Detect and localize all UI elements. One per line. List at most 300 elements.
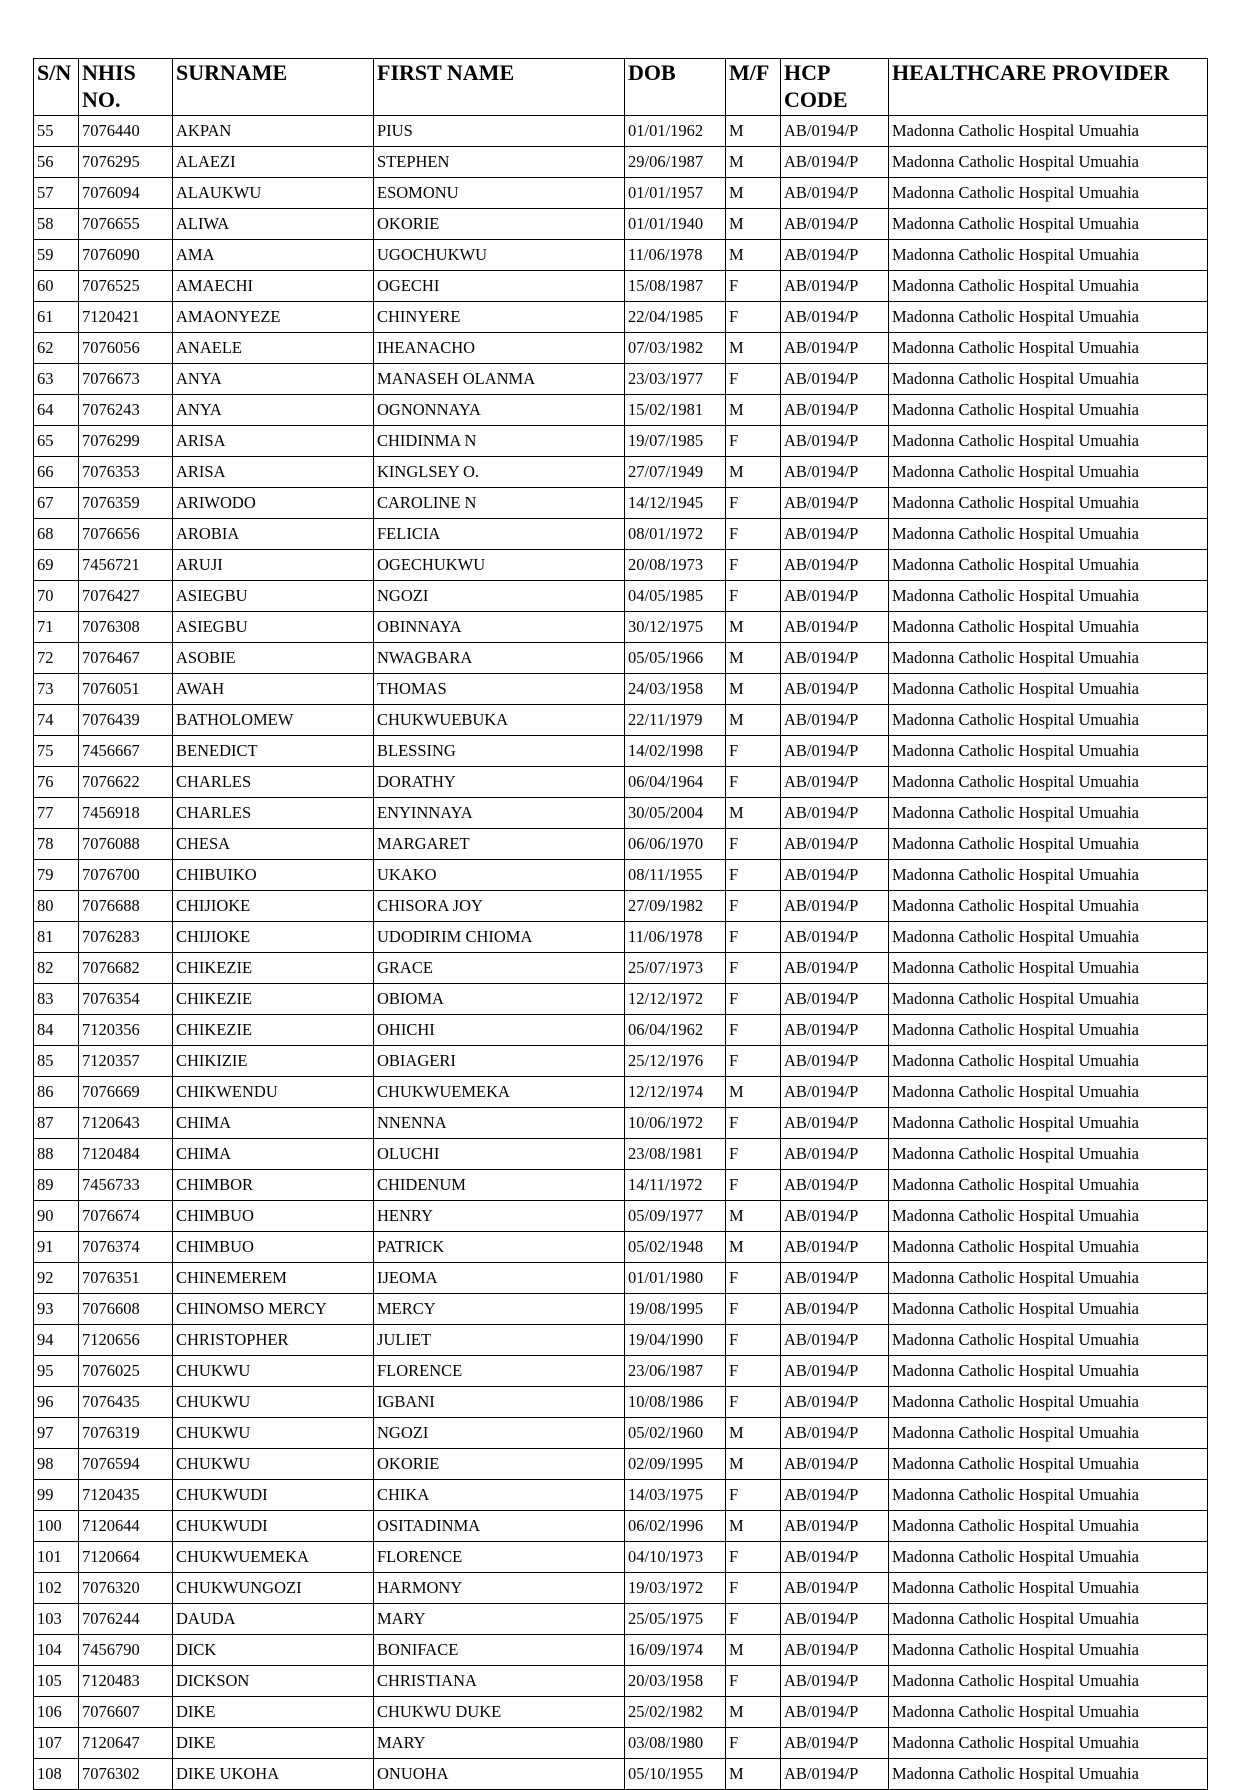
surname-cell: ARISA [173, 426, 374, 457]
table-row [34, 178, 1208, 209]
table-row [34, 612, 1208, 643]
healthcare-provider-cell: Madonna Catholic Hospital Umuahia [889, 1728, 1208, 1759]
first-name-cell: KINGLSEY O. [374, 457, 625, 488]
healthcare-provider-cell: Madonna Catholic Hospital Umuahia [889, 581, 1208, 612]
sex-cell: F [726, 1573, 781, 1604]
sex-cell: M [726, 1449, 781, 1480]
surname-cell: CHIMBUO [173, 1232, 374, 1263]
dob-cell: 04/05/1985 [625, 581, 726, 612]
first-name-cell: CHIKA [374, 1480, 625, 1511]
sex-cell: M [726, 1759, 781, 1790]
table-row [34, 891, 1208, 922]
surname-cell: AKPAN [173, 116, 374, 147]
first-name-cell: OGECHUKWU [374, 550, 625, 581]
healthcare-provider-cell: Madonna Catholic Hospital Umuahia [889, 860, 1208, 891]
surname-cell: DIKE UKOHA [173, 1759, 374, 1790]
healthcare-provider-cell: Madonna Catholic Hospital Umuahia [889, 829, 1208, 860]
first-name-cell: UDODIRIM CHIOMA [374, 922, 625, 953]
first-name-cell: OKORIE [374, 1449, 625, 1480]
first-name-cell: CHUKWUEMEKA [374, 1077, 625, 1108]
table-row [34, 1325, 1208, 1356]
hcp-code-cell: AB/0194/P [781, 1356, 889, 1387]
healthcare-provider-cell: Madonna Catholic Hospital Umuahia [889, 1356, 1208, 1387]
hcp-code-cell: AB/0194/P [781, 302, 889, 333]
hcp-code-cell: AB/0194/P [781, 984, 889, 1015]
healthcare-provider-cell: Madonna Catholic Hospital Umuahia [889, 426, 1208, 457]
surname-cell: AMAECHI [173, 271, 374, 302]
sn-cell: 59 [34, 240, 79, 271]
healthcare-provider-cell: Madonna Catholic Hospital Umuahia [889, 1201, 1208, 1232]
hcp-code-cell: AB/0194/P [781, 426, 889, 457]
table-row [34, 395, 1208, 426]
sn-cell: 70 [34, 581, 79, 612]
healthcare-provider-cell: Madonna Catholic Hospital Umuahia [889, 395, 1208, 426]
table-row [34, 519, 1208, 550]
dob-cell: 19/07/1985 [625, 426, 726, 457]
first-name-cell: THOMAS [374, 674, 625, 705]
table-row [34, 1418, 1208, 1449]
healthcare-provider-cell: Madonna Catholic Hospital Umuahia [889, 1232, 1208, 1263]
healthcare-provider-cell: Madonna Catholic Hospital Umuahia [889, 1759, 1208, 1790]
nhis-no-cell: 7076295 [79, 147, 173, 178]
healthcare-provider-cell: Madonna Catholic Hospital Umuahia [889, 1604, 1208, 1635]
sn-cell: 75 [34, 736, 79, 767]
surname-cell: CHUKWUDI [173, 1511, 374, 1542]
dob-cell: 25/05/1975 [625, 1604, 726, 1635]
dob-cell: 23/06/1987 [625, 1356, 726, 1387]
sn-cell: 61 [34, 302, 79, 333]
sn-cell: 76 [34, 767, 79, 798]
sn-cell: 98 [34, 1449, 79, 1480]
sex-cell: F [726, 953, 781, 984]
sex-cell: F [726, 1387, 781, 1418]
sn-cell: 107 [34, 1728, 79, 1759]
hcp-code-cell: AB/0194/P [781, 1325, 889, 1356]
sn-cell: 69 [34, 550, 79, 581]
sex-cell: F [726, 1263, 781, 1294]
surname-cell: CHUKWU [173, 1387, 374, 1418]
healthcare-provider-cell: Madonna Catholic Hospital Umuahia [889, 612, 1208, 643]
first-name-cell: MERCY [374, 1294, 625, 1325]
sex-cell: F [726, 1108, 781, 1139]
header-hcp-code: HCP CODE [781, 59, 889, 116]
surname-cell: DICKSON [173, 1666, 374, 1697]
healthcare-provider-cell: Madonna Catholic Hospital Umuahia [889, 705, 1208, 736]
hcp-code-cell: AB/0194/P [781, 333, 889, 364]
hcp-code-cell: AB/0194/P [781, 1542, 889, 1573]
dob-cell: 07/03/1982 [625, 333, 726, 364]
healthcare-provider-cell: Madonna Catholic Hospital Umuahia [889, 1263, 1208, 1294]
hcp-code-cell: AB/0194/P [781, 147, 889, 178]
sex-cell: F [726, 550, 781, 581]
sex-cell: F [726, 1294, 781, 1325]
first-name-cell: OBINNAYA [374, 612, 625, 643]
first-name-cell: CHIDINMA N [374, 426, 625, 457]
sex-cell: M [726, 1511, 781, 1542]
hcp-code-cell: AB/0194/P [781, 612, 889, 643]
dob-cell: 05/05/1966 [625, 643, 726, 674]
dob-cell: 23/03/1977 [625, 364, 726, 395]
hcp-code-cell: AB/0194/P [781, 1728, 889, 1759]
first-name-cell: CHUKWUEBUKA [374, 705, 625, 736]
surname-cell: ANYA [173, 364, 374, 395]
healthcare-provider-cell: Madonna Catholic Hospital Umuahia [889, 488, 1208, 519]
dob-cell: 03/08/1980 [625, 1728, 726, 1759]
table-row [34, 705, 1208, 736]
hcp-code-cell: AB/0194/P [781, 550, 889, 581]
dob-cell: 01/01/1962 [625, 116, 726, 147]
sex-cell: F [726, 1666, 781, 1697]
table-row [34, 1573, 1208, 1604]
sex-cell: M [726, 1635, 781, 1666]
dob-cell: 19/04/1990 [625, 1325, 726, 1356]
table-row [34, 271, 1208, 302]
nhis-no-cell: 7076094 [79, 178, 173, 209]
dob-cell: 16/09/1974 [625, 1635, 726, 1666]
sn-cell: 96 [34, 1387, 79, 1418]
dob-cell: 06/04/1964 [625, 767, 726, 798]
sex-cell: F [726, 891, 781, 922]
dob-cell: 11/06/1978 [625, 922, 726, 953]
sex-cell: F [726, 302, 781, 333]
dob-cell: 20/03/1958 [625, 1666, 726, 1697]
table-row [34, 364, 1208, 395]
table-row [34, 1480, 1208, 1511]
dob-cell: 05/02/1960 [625, 1418, 726, 1449]
sn-cell: 101 [34, 1542, 79, 1573]
healthcare-provider-cell: Madonna Catholic Hospital Umuahia [889, 457, 1208, 488]
first-name-cell: FELICIA [374, 519, 625, 550]
nhis-no-cell: 7076320 [79, 1573, 173, 1604]
table-row [34, 643, 1208, 674]
dob-cell: 25/12/1976 [625, 1046, 726, 1077]
sn-cell: 73 [34, 674, 79, 705]
first-name-cell: STEPHEN [374, 147, 625, 178]
dob-cell: 14/02/1998 [625, 736, 726, 767]
first-name-cell: NGOZI [374, 581, 625, 612]
hcp-code-cell: AB/0194/P [781, 1077, 889, 1108]
table-row [34, 1015, 1208, 1046]
first-name-cell: OHICHI [374, 1015, 625, 1046]
hcp-code-cell: AB/0194/P [781, 1232, 889, 1263]
healthcare-provider-cell: Madonna Catholic Hospital Umuahia [889, 1387, 1208, 1418]
nhis-no-cell: 7076354 [79, 984, 173, 1015]
nhis-no-cell: 7076674 [79, 1201, 173, 1232]
sn-cell: 85 [34, 1046, 79, 1077]
first-name-cell: BLESSING [374, 736, 625, 767]
sex-cell: M [726, 333, 781, 364]
dob-cell: 06/02/1996 [625, 1511, 726, 1542]
first-name-cell: MANASEH OLANMA [374, 364, 625, 395]
surname-cell: CHUKWU [173, 1418, 374, 1449]
nhis-no-cell: 7456721 [79, 550, 173, 581]
healthcare-provider-cell: Madonna Catholic Hospital Umuahia [889, 116, 1208, 147]
table-row [34, 240, 1208, 271]
surname-cell: ASOBIE [173, 643, 374, 674]
hcp-code-cell: AB/0194/P [781, 736, 889, 767]
sn-cell: 84 [34, 1015, 79, 1046]
first-name-cell: FLORENCE [374, 1542, 625, 1573]
healthcare-provider-cell: Madonna Catholic Hospital Umuahia [889, 519, 1208, 550]
nhis-no-cell: 7076090 [79, 240, 173, 271]
hcp-code-cell: AB/0194/P [781, 860, 889, 891]
hcp-code-cell: AB/0194/P [781, 767, 889, 798]
table-row [34, 922, 1208, 953]
surname-cell: DIKE [173, 1728, 374, 1759]
header-surname: SURNAME [173, 59, 374, 116]
hcp-code-cell: AB/0194/P [781, 891, 889, 922]
sn-cell: 58 [34, 209, 79, 240]
dob-cell: 20/08/1973 [625, 550, 726, 581]
sn-cell: 93 [34, 1294, 79, 1325]
table-row [34, 1697, 1208, 1728]
nhis-no-cell: 7076700 [79, 860, 173, 891]
nhis-no-cell: 7456667 [79, 736, 173, 767]
header-healthcare-provider: HEALTHCARE PROVIDER [889, 59, 1208, 116]
surname-cell: CHIMA [173, 1108, 374, 1139]
dob-cell: 24/03/1958 [625, 674, 726, 705]
sex-cell: M [726, 1077, 781, 1108]
hcp-code-cell: AB/0194/P [781, 364, 889, 395]
healthcare-provider-cell: Madonna Catholic Hospital Umuahia [889, 891, 1208, 922]
dob-cell: 02/09/1995 [625, 1449, 726, 1480]
first-name-cell: BONIFACE [374, 1635, 625, 1666]
healthcare-provider-cell: Madonna Catholic Hospital Umuahia [889, 1666, 1208, 1697]
nhis-no-cell: 7076607 [79, 1697, 173, 1728]
table-row [34, 333, 1208, 364]
sex-cell: F [726, 488, 781, 519]
hcp-code-cell: AB/0194/P [781, 457, 889, 488]
table-row [34, 860, 1208, 891]
nhis-no-cell: 7076302 [79, 1759, 173, 1790]
table-row [34, 1232, 1208, 1263]
dob-cell: 05/02/1948 [625, 1232, 726, 1263]
healthcare-provider-cell: Madonna Catholic Hospital Umuahia [889, 1418, 1208, 1449]
hcp-code-cell: AB/0194/P [781, 488, 889, 519]
first-name-cell: HENRY [374, 1201, 625, 1232]
first-name-cell: PATRICK [374, 1232, 625, 1263]
first-name-cell: GRACE [374, 953, 625, 984]
hcp-code-cell: AB/0194/P [781, 395, 889, 426]
hcp-code-cell: AB/0194/P [781, 1015, 889, 1046]
healthcare-provider-cell: Madonna Catholic Hospital Umuahia [889, 364, 1208, 395]
hcp-code-cell: AB/0194/P [781, 271, 889, 302]
first-name-cell: CHUKWU DUKE [374, 1697, 625, 1728]
surname-cell: ALIWA [173, 209, 374, 240]
first-name-cell: ESOMONU [374, 178, 625, 209]
healthcare-provider-cell: Madonna Catholic Hospital Umuahia [889, 1542, 1208, 1573]
table-row [34, 1511, 1208, 1542]
sex-cell: M [726, 116, 781, 147]
surname-cell: CHINOMSO MERCY [173, 1294, 374, 1325]
first-name-cell: HARMONY [374, 1573, 625, 1604]
hcp-code-cell: AB/0194/P [781, 1573, 889, 1604]
table-row [34, 1294, 1208, 1325]
sn-cell: 106 [34, 1697, 79, 1728]
sex-cell: M [726, 674, 781, 705]
first-name-cell: OGECHI [374, 271, 625, 302]
nhis-no-cell: 7076669 [79, 1077, 173, 1108]
table-row [34, 1666, 1208, 1697]
table-row [34, 1759, 1208, 1790]
surname-cell: CHIJIOKE [173, 922, 374, 953]
sex-cell: F [726, 767, 781, 798]
surname-cell: CHIMA [173, 1139, 374, 1170]
surname-cell: BATHOLOMEW [173, 705, 374, 736]
enrollee-table [33, 58, 1208, 1790]
nhis-no-cell: 7120484 [79, 1139, 173, 1170]
hcp-code-cell: AB/0194/P [781, 1759, 889, 1790]
nhis-no-cell: 7120647 [79, 1728, 173, 1759]
nhis-no-cell: 7120656 [79, 1325, 173, 1356]
hcp-code-cell: AB/0194/P [781, 953, 889, 984]
table-row [34, 550, 1208, 581]
sex-cell: M [726, 612, 781, 643]
first-name-cell: CHISORA JOY [374, 891, 625, 922]
first-name-cell: CAROLINE N [374, 488, 625, 519]
sex-cell: M [726, 240, 781, 271]
sn-cell: 92 [34, 1263, 79, 1294]
healthcare-provider-cell: Madonna Catholic Hospital Umuahia [889, 209, 1208, 240]
first-name-cell: IGBANI [374, 1387, 625, 1418]
sn-cell: 99 [34, 1480, 79, 1511]
surname-cell: CHIJIOKE [173, 891, 374, 922]
dob-cell: 12/12/1974 [625, 1077, 726, 1108]
dob-cell: 19/03/1972 [625, 1573, 726, 1604]
hcp-code-cell: AB/0194/P [781, 1418, 889, 1449]
surname-cell: DICK [173, 1635, 374, 1666]
dob-cell: 27/09/1982 [625, 891, 726, 922]
dob-cell: 10/06/1972 [625, 1108, 726, 1139]
nhis-no-cell: 7076353 [79, 457, 173, 488]
healthcare-provider-cell: Madonna Catholic Hospital Umuahia [889, 333, 1208, 364]
table-header [34, 59, 1208, 116]
dob-cell: 22/11/1979 [625, 705, 726, 736]
hcp-code-cell: AB/0194/P [781, 1201, 889, 1232]
hcp-code-cell: AB/0194/P [781, 1139, 889, 1170]
healthcare-provider-cell: Madonna Catholic Hospital Umuahia [889, 1046, 1208, 1077]
nhis-no-cell: 7076056 [79, 333, 173, 364]
surname-cell: CHIKEZIE [173, 953, 374, 984]
healthcare-provider-cell: Madonna Catholic Hospital Umuahia [889, 922, 1208, 953]
healthcare-provider-cell: Madonna Catholic Hospital Umuahia [889, 1449, 1208, 1480]
dob-cell: 01/01/1940 [625, 209, 726, 240]
nhis-no-cell: 7120644 [79, 1511, 173, 1542]
dob-cell: 15/08/1987 [625, 271, 726, 302]
first-name-cell: PIUS [374, 116, 625, 147]
healthcare-provider-cell: Madonna Catholic Hospital Umuahia [889, 1480, 1208, 1511]
surname-cell: CHIMBUO [173, 1201, 374, 1232]
dob-cell: 01/01/1980 [625, 1263, 726, 1294]
first-name-cell: OLUCHI [374, 1139, 625, 1170]
header-row [34, 59, 1208, 116]
healthcare-provider-cell: Madonna Catholic Hospital Umuahia [889, 1511, 1208, 1542]
surname-cell: ASIEGBU [173, 581, 374, 612]
hcp-code-cell: AB/0194/P [781, 1046, 889, 1077]
sex-cell: F [726, 1480, 781, 1511]
nhis-no-cell: 7076525 [79, 271, 173, 302]
header-nhis-no: NHIS NO. [79, 59, 173, 116]
dob-cell: 04/10/1973 [625, 1542, 726, 1573]
sex-cell: F [726, 271, 781, 302]
dob-cell: 10/08/1986 [625, 1387, 726, 1418]
healthcare-provider-cell: Madonna Catholic Hospital Umuahia [889, 674, 1208, 705]
first-name-cell: NWAGBARA [374, 643, 625, 674]
table-row [34, 1170, 1208, 1201]
table-row [34, 798, 1208, 829]
surname-cell: CHIKWENDU [173, 1077, 374, 1108]
table-row [34, 736, 1208, 767]
sex-cell: F [726, 1728, 781, 1759]
surname-cell: CHIKEZIE [173, 984, 374, 1015]
sex-cell: F [726, 1542, 781, 1573]
nhis-no-cell: 7076594 [79, 1449, 173, 1480]
surname-cell: CHUKWUDI [173, 1480, 374, 1511]
sn-cell: 100 [34, 1511, 79, 1542]
nhis-no-cell: 7456733 [79, 1170, 173, 1201]
hcp-code-cell: AB/0194/P [781, 643, 889, 674]
hcp-code-cell: AB/0194/P [781, 674, 889, 705]
first-name-cell: ENYINNAYA [374, 798, 625, 829]
table-row [34, 1263, 1208, 1294]
nhis-no-cell: 7076622 [79, 767, 173, 798]
dob-cell: 06/04/1962 [625, 1015, 726, 1046]
table-row [34, 1387, 1208, 1418]
table-row [34, 1139, 1208, 1170]
sn-cell: 83 [34, 984, 79, 1015]
sex-cell: F [726, 860, 781, 891]
dob-cell: 12/12/1972 [625, 984, 726, 1015]
sex-cell: F [726, 581, 781, 612]
dob-cell: 27/07/1949 [625, 457, 726, 488]
nhis-no-cell: 7076351 [79, 1263, 173, 1294]
sn-cell: 72 [34, 643, 79, 674]
surname-cell: AWAH [173, 674, 374, 705]
sex-cell: M [726, 1232, 781, 1263]
surname-cell: ARIWODO [173, 488, 374, 519]
nhis-no-cell: 7076244 [79, 1604, 173, 1635]
sex-cell: F [726, 364, 781, 395]
healthcare-provider-cell: Madonna Catholic Hospital Umuahia [889, 1573, 1208, 1604]
sex-cell: M [726, 1201, 781, 1232]
sex-cell: M [726, 178, 781, 209]
sn-cell: 97 [34, 1418, 79, 1449]
header-first-name: FIRST NAME [374, 59, 625, 116]
healthcare-provider-cell: Madonna Catholic Hospital Umuahia [889, 1139, 1208, 1170]
sn-cell: 64 [34, 395, 79, 426]
dob-cell: 08/11/1955 [625, 860, 726, 891]
sn-cell: 91 [34, 1232, 79, 1263]
nhis-no-cell: 7120643 [79, 1108, 173, 1139]
dob-cell: 05/10/1955 [625, 1759, 726, 1790]
nhis-no-cell: 7076656 [79, 519, 173, 550]
healthcare-provider-cell: Madonna Catholic Hospital Umuahia [889, 271, 1208, 302]
dob-cell: 01/01/1957 [625, 178, 726, 209]
sex-cell: M [726, 1697, 781, 1728]
table-body [34, 116, 1208, 1790]
hcp-code-cell: AB/0194/P [781, 519, 889, 550]
healthcare-provider-cell: Madonna Catholic Hospital Umuahia [889, 302, 1208, 333]
sn-cell: 104 [34, 1635, 79, 1666]
sex-cell: M [726, 209, 781, 240]
surname-cell: ANAELE [173, 333, 374, 364]
dob-cell: 25/02/1982 [625, 1697, 726, 1728]
table-row [34, 674, 1208, 705]
surname-cell: DAUDA [173, 1604, 374, 1635]
sn-cell: 63 [34, 364, 79, 395]
nhis-no-cell: 7456790 [79, 1635, 173, 1666]
first-name-cell: OKORIE [374, 209, 625, 240]
